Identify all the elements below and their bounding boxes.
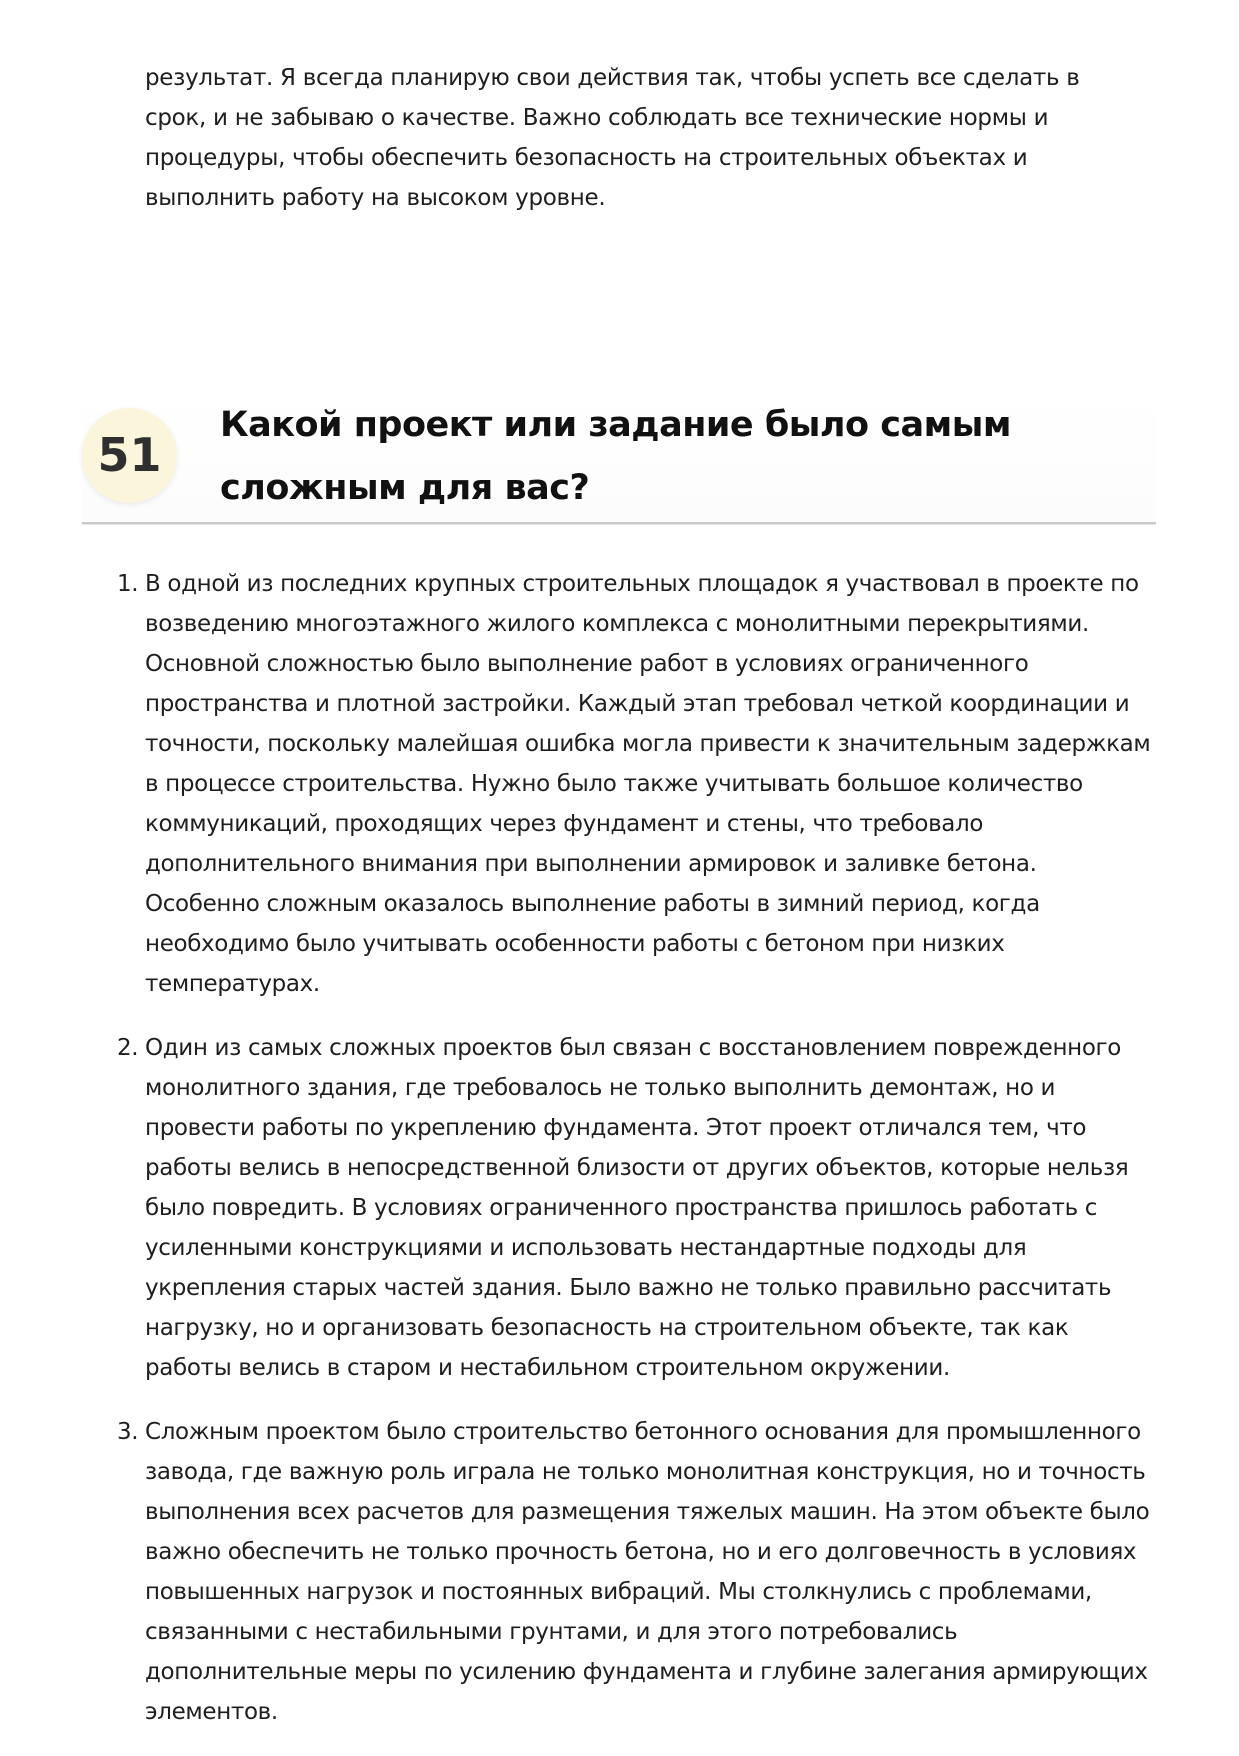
answer-text: В одной из последних крупных строительных площадок я участвовал в проекте по возведению многоэтажного жилого комплекса с монолитными перекрытиями. Основной сложностью было выполнение работ в условиях ограниченного пространства и плотной застройки. Каждый этап требовал четкой координации и точности, поскольку малейшая ошибка могла привести к значительным задержкам в процессе строительства. Нужно было также учитывать большое количество коммуникаций, проходящих через фундамент и стены, что требовало дополнительного внимания при выполнении армировок и заливке бетона. Особенно сложным оказалось выполнение работы в зимний период, когда необходимо было учитывать особенности работы с бетоном при низких температурах. bbox=[145, 571, 1151, 997]
question-header bbox=[82, 392, 1156, 524]
answer-item-3 bbox=[117, 1412, 1155, 1732]
question-number-badge: 51 bbox=[82, 408, 177, 503]
answer-list bbox=[117, 564, 1155, 1756]
answer-item-1 bbox=[117, 564, 1155, 1004]
answer-text: Сложным проектом было строительство бетонного основания для промышленного завода, где важную роль играла не только монолитная конструкция, но и точность выполнения всех расчетов для размещения тяжелых машин. На этом объекте было важно обеспечить не только прочность бетона, но и его долговечность в условиях повышенных нагрузок и постоянных вибраций. Мы столкнулись с проблемами, связанными с нестабильными грунтами, и для этого потребовались дополнительные меры по усилению фундамента и глубине залегания армирующих элементов. bbox=[145, 1419, 1150, 1725]
answer-item-2 bbox=[117, 1028, 1155, 1388]
answer-number: 2. bbox=[117, 1035, 139, 1061]
intro-paragraph: результат. Я всегда планирую свои действия так, чтобы успеть все сделать в срок, и не забываю о качестве. Важно соблюдать все технические нормы и процедуры, чтобы обеспечить безопасность на строительных объектах и выполнить работу на высоком уровне. bbox=[145, 65, 1080, 211]
question-title: Какой проект или задание было самым сложным для вас? bbox=[220, 405, 1012, 508]
answer-number: 1. bbox=[117, 571, 139, 597]
answer-number: 3. bbox=[117, 1419, 139, 1445]
answer-text: Один из самых сложных проектов был связан с восстановлением поврежденного монолитного здания, где требовалось не только выполнить демонтаж, но и провести работы по укреплению фундамента. Этот проект отличался тем, что работы велись в непосредственной близости от других объектов, которые нельзя было повредить. В условиях ограниченного пространства пришлось работать с усиленными конструкциями и использовать нестандартные подходы для укрепления старых частей здания. Было важно не только правильно рассчитать нагрузку, но и организовать безопасность на строительном объекте, так как работы велись в старом и нестабильном строительном окружении. bbox=[145, 1035, 1129, 1381]
